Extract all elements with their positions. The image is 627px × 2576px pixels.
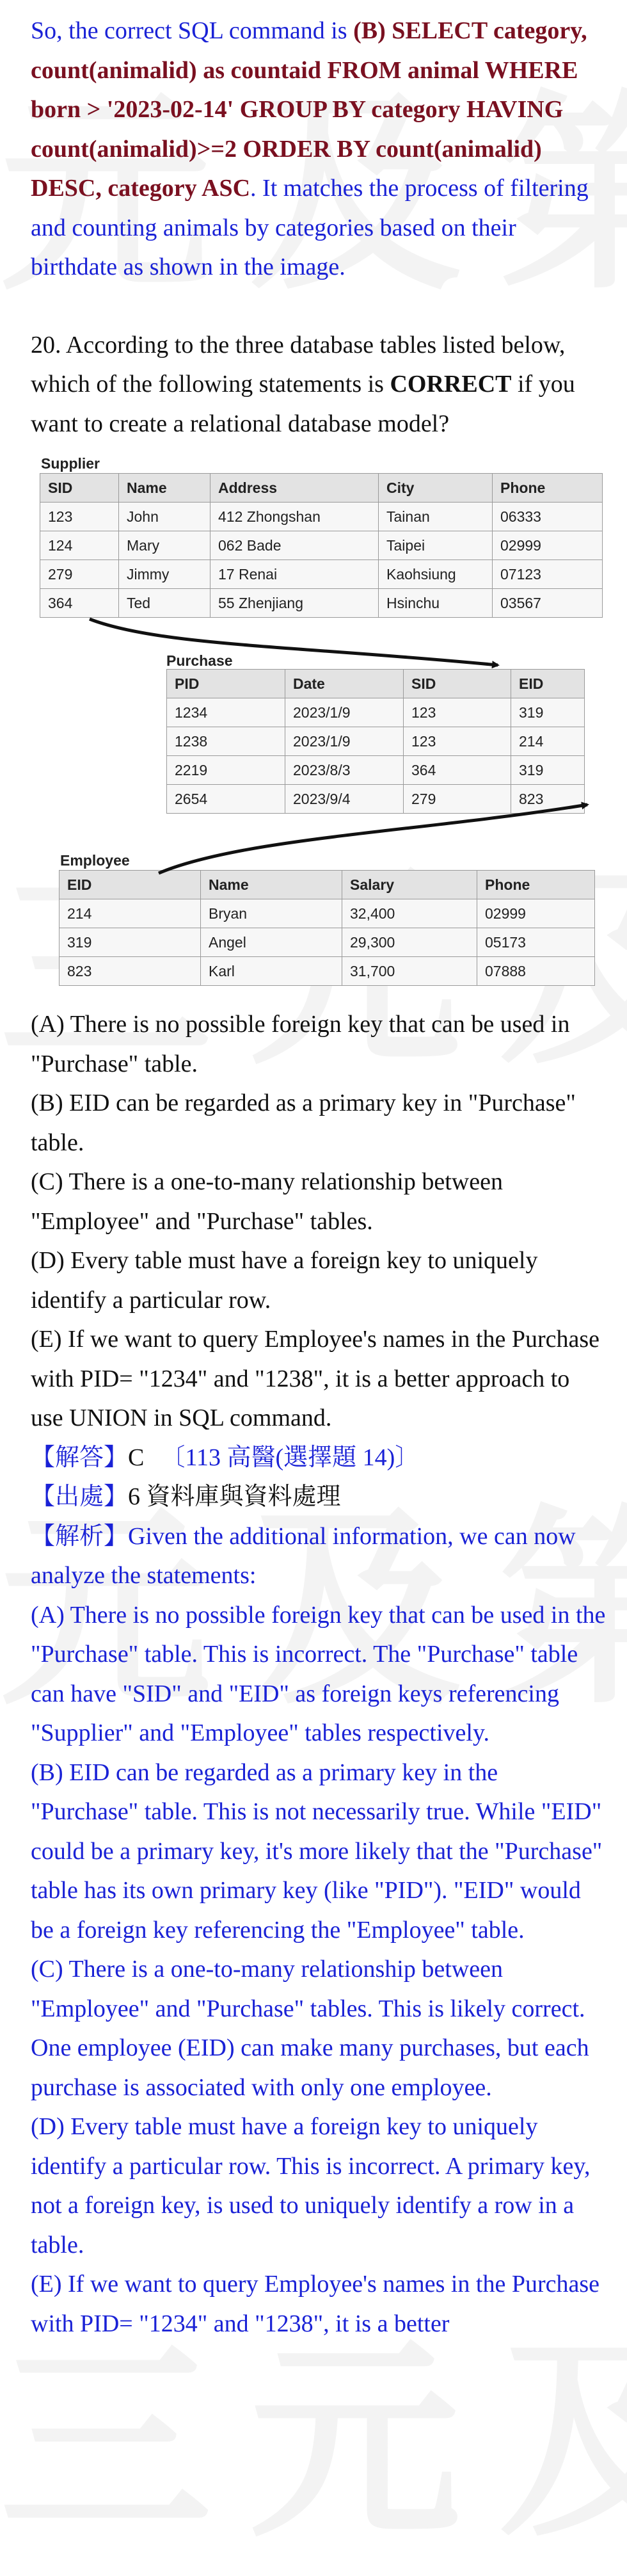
origin-label: 【出處】 (31, 1483, 129, 1510)
question-rest: if you want to create a relational database model? (31, 371, 575, 437)
table-cell: 55 Zhenjiang (210, 589, 379, 618)
database-tables-figure (31, 454, 607, 1001)
table-cell: 279 (40, 560, 119, 589)
table-header: EID (60, 871, 201, 899)
employee-to-purchase-arrow (159, 805, 587, 873)
analysis-label: 【解析】 (31, 1522, 129, 1550)
table-header: Date (285, 670, 404, 698)
table-cell: Bryan (201, 899, 342, 928)
intro-lead: So, the correct SQL command is (31, 17, 354, 44)
table-header: Name (119, 474, 210, 503)
table-cell: Karl (201, 957, 342, 986)
supplier-table-title: Supplier (41, 455, 100, 472)
intro-sql-command: (B) SELECT category, count(animalid) as countaid FROM animal WHERE born > '2023-02-14' GROUP BY category HAVING count(animalid)>=2 ORDER BY count(animalid) DESC, category ASC (31, 17, 587, 202)
table-cell: 123 (40, 503, 119, 531)
table-cell: 2023/1/9 (285, 727, 404, 756)
table-cell: 07888 (477, 957, 595, 986)
origin-value: 6 資料庫與資料處理 (128, 1483, 341, 1510)
analysis-item-c: (C) There is a one-to-many relationship between "Employee" and "Purchase" tables. This is likely correct. One employee (EID) can make many purchases, but each purchase is associated with only one employee. (31, 1956, 589, 2101)
table-cell: 412 Zhongshan (210, 503, 379, 531)
table-cell: 07123 (493, 560, 603, 589)
table-header: Name (201, 871, 342, 899)
table-cell: 03567 (493, 589, 603, 618)
table-cell: Kaohsiung (379, 560, 493, 589)
table-cell: 2219 (167, 756, 285, 785)
table-header: Address (210, 474, 379, 503)
table-header: Salary (342, 871, 477, 899)
analysis-item-a: (A) There is no possible foreign key that can be used in the "Purchase" table. This is incorrect. The "Purchase" table can have "SID" and "EID" as foreign keys referencing "Supplier" and "Employee" tables respectively. (31, 1601, 606, 1746)
table-cell: 214 (511, 727, 585, 756)
question-text: 20. According to the three database tables listed below, which of the following statements is (31, 331, 566, 398)
table-cell: Taipei (379, 531, 493, 560)
table-cell: 364 (40, 589, 119, 618)
table-header: SID (40, 474, 119, 503)
table-cell: Angel (201, 928, 342, 957)
option-b: (B) EID can be regarded as a primary key in "Purchase" table. (31, 1090, 576, 1156)
table-cell: John (119, 503, 210, 531)
analysis-item-d: (D) Every table must have a foreign key to uniquely identify a particular row. This is incorrect. A primary key, not a foreign key, is used to uniquely identify a row in a table. (31, 2113, 591, 2258)
table-cell: 32,400 (342, 899, 477, 928)
supplier-to-purchase-arrow (90, 619, 498, 665)
table-header: PID (167, 670, 285, 698)
origin-line (31, 1477, 607, 1517)
table-cell: Jimmy (119, 560, 210, 589)
table-cell: Ted (119, 589, 210, 618)
table-cell: 2023/9/4 (285, 785, 404, 814)
table-header: Phone (493, 474, 603, 503)
option-e: (E) If we want to query Employee's names in the Purchase with PID= "1234" and "1238", it is a better approach to use UNION in SQL command. (31, 1326, 600, 1431)
intro-trail: . It matches the process of filtering and counting animals by categories based on their birthdate as shown in the image. (31, 175, 589, 280)
table-header: EID (511, 670, 585, 698)
table-cell: 214 (60, 899, 201, 928)
analysis-item-b: (B) EID can be regarded as a primary key in the "Purchase" table. This is not necessarily true. While "EID" could be a primary key, it's more likely that the "Purchase" table has its own primary key (like "PID"). "EID" would be a foreign key referencing the "Employee" table. (31, 1759, 603, 1944)
intro-paragraph (31, 12, 607, 287)
table-cell: Hsinchu (379, 589, 493, 618)
question-emphasis: CORRECT (390, 371, 512, 398)
relationship-arrows (31, 454, 607, 1001)
table-cell: 2654 (167, 785, 285, 814)
table-header: SID (404, 670, 511, 698)
analysis-intro-text: Given the additional information, we can now analyze the statements: (31, 1522, 576, 1589)
table-header: Phone (477, 871, 595, 899)
answer-line (31, 1438, 607, 1478)
table-cell: 319 (511, 698, 585, 727)
table-cell: 319 (511, 756, 585, 785)
table-cell: 02999 (477, 899, 595, 928)
table-cell: 02999 (493, 531, 603, 560)
table-cell: 17 Renai (210, 560, 379, 589)
table-cell: 31,700 (342, 957, 477, 986)
table-cell: 06333 (493, 503, 603, 531)
answer-value: C (128, 1444, 145, 1471)
answer-source-ref: 〔113 高醫(選擇題 14)〕 (161, 1444, 420, 1471)
table-cell: 1234 (167, 698, 285, 727)
option-a: (A) There is no possible foreign key that can be used in "Purchase" table. (31, 1011, 570, 1077)
table-cell: 123 (404, 727, 511, 756)
table-cell: 319 (60, 928, 201, 957)
table-cell: 823 (511, 785, 585, 814)
table-header: City (379, 474, 493, 503)
purchase-table-title: Purchase (166, 652, 233, 669)
table-cell: 124 (40, 531, 119, 560)
table-cell: Mary (119, 531, 210, 560)
table-cell: 279 (404, 785, 511, 814)
table-cell: 29,300 (342, 928, 477, 957)
table-cell: 823 (60, 957, 201, 986)
table-cell: 062 Bade (210, 531, 379, 560)
table-cell: Tainan (379, 503, 493, 531)
question-stem (31, 326, 607, 444)
analysis-item-e: (E) If we want to query Employee's names in the Purchase with PID= "1234" and "1238", it is a better (31, 2271, 600, 2337)
table-cell: 05173 (477, 928, 595, 957)
table-cell: 123 (404, 698, 511, 727)
table-cell: 1238 (167, 727, 285, 756)
table-cell: 2023/8/3 (285, 756, 404, 785)
analysis-intro (31, 1517, 607, 1596)
employee-table-title: Employee (60, 852, 130, 869)
option-d: (D) Every table must have a foreign key to uniquely identify a particular row. (31, 1247, 538, 1314)
table-cell: 364 (404, 756, 511, 785)
document-body (31, 12, 607, 2344)
answer-label: 【解答】 (31, 1444, 129, 1471)
table-cell: 2023/1/9 (285, 698, 404, 727)
option-c: (C) There is a one-to-many relationship between "Employee" and "Purchase" tables. (31, 1168, 503, 1235)
